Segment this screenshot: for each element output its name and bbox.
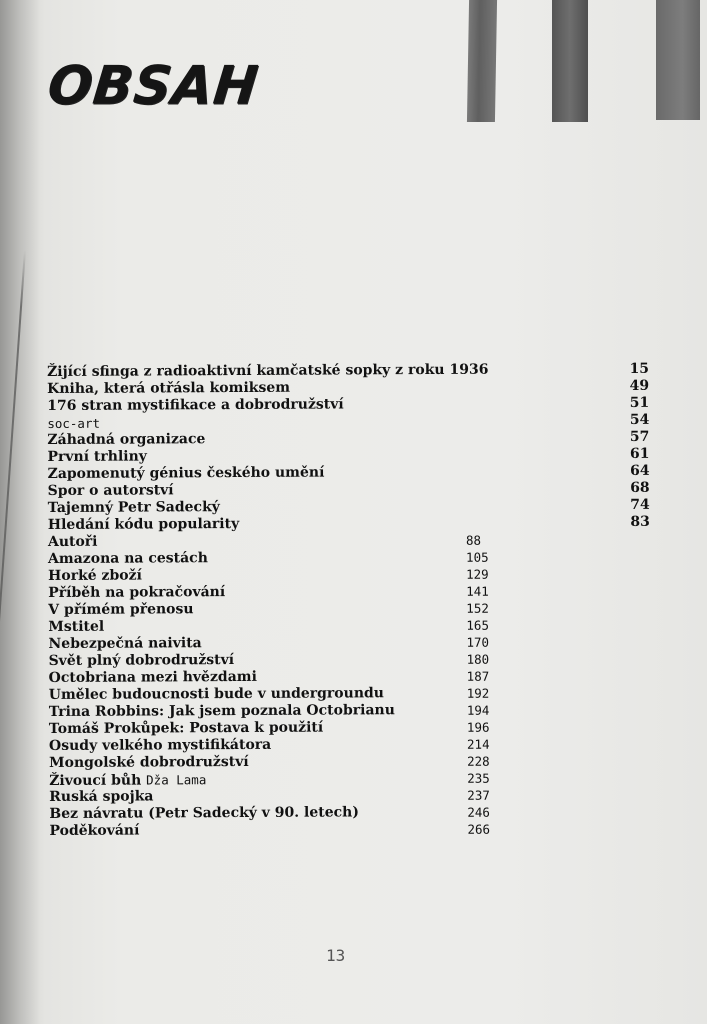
toc-entry-page: 235: [467, 770, 490, 786]
toc-entry-title: Horké zboží: [48, 567, 142, 584]
toc-entry-title: Ruská spojka: [49, 788, 154, 805]
toc-entry-title: Autoři: [47, 533, 98, 550]
toc-entry-page: 105: [465, 549, 489, 565]
toc-entry-page: 15: [629, 360, 650, 377]
toc-entry-page: 51: [629, 394, 650, 411]
table-of-contents: [47, 361, 669, 840]
toc-entry-title: soc-art: [47, 415, 101, 431]
toc-entry-title: V přímém přenosu: [48, 601, 194, 618]
toc-entry-page: 74: [630, 496, 650, 513]
toc-entry-page: 196: [466, 719, 490, 735]
toc-entry-page: 141: [466, 583, 489, 599]
toc-entry-page: 68: [630, 479, 650, 496]
toc-entry-page: 54: [629, 411, 650, 428]
toc-entry-page: 170: [466, 634, 490, 650]
toc-entry-title: Tajemný Petr Sadecký: [47, 499, 220, 516]
toc-entry-title: [49, 771, 206, 790]
toc-entry-title: 176 stran mystifikace a dobrodružství: [47, 396, 344, 414]
toc-entry-page: 152: [466, 600, 489, 616]
toc-entry-title: Mongolské dobrodružství: [49, 753, 249, 771]
toc-entry-title: Spor o autorství: [47, 482, 174, 499]
toc-entry-page: 49: [629, 377, 650, 394]
toc-entry-page: 165: [466, 617, 489, 633]
toc-entry-page: 266: [467, 821, 491, 837]
toc-entry-title: Poděkování: [49, 822, 140, 839]
page-number: 13: [326, 946, 346, 965]
toc-entry-title: Bez návratu (Petr Sadecký v 90. letech): [49, 804, 359, 822]
toc-entry-title: Umělec budoucnosti bude v undergroundu: [48, 685, 384, 703]
toc-entry-title: Tomáš Prokůpek: Postava k použití: [48, 719, 324, 737]
toc-entry-title: Žijící sfinga z radioaktivní kamčatské sopky z roku 1936: [47, 361, 489, 380]
toc-entry-page: 228: [467, 753, 490, 769]
toc-entry-title: Příběh na pokračování: [48, 584, 226, 601]
toc-entry-page: 194: [466, 702, 490, 718]
toc-entry-page: 187: [466, 668, 490, 684]
toc-entry-title: Mstitel: [48, 618, 105, 635]
toc-entry-page: 83: [630, 513, 650, 530]
toc-entry-page: 61: [629, 445, 650, 462]
toc-entry-page: 246: [467, 804, 490, 820]
toc-entry-page: 129: [466, 566, 489, 582]
toc-entry-title: Amazona na cestách: [47, 550, 208, 567]
decorative-bar: [552, 0, 588, 122]
toc-entry-page: 237: [467, 787, 490, 803]
toc-entry-title: Záhadná organizace: [47, 431, 206, 448]
toc-entry-page: 57: [629, 428, 650, 445]
toc-entry-title: Hledání kódu popularity: [47, 515, 240, 533]
toc-entry-title: Trina Robbins: Jak jsem poznala Octobrianu: [48, 702, 395, 720]
page-title: OBSAH: [44, 55, 262, 117]
toc-entry-title: První trhliny: [47, 448, 147, 465]
toc-entry-title: Osudy velkého mystifikátora: [48, 736, 272, 754]
toc-entry-page: 214: [466, 736, 490, 752]
toc-entry-title: Octobriana mezi hvězdami: [48, 668, 257, 686]
toc-entry-title-part: Dža Lama: [146, 772, 207, 788]
toc-entry-title: Nebezpečná naivita: [48, 635, 202, 652]
toc-entry-page: 64: [630, 462, 650, 479]
toc-entry-title: Svět plný dobrodružství: [48, 652, 235, 669]
toc-entry-title: Zapomenutý génius českého umění: [47, 464, 325, 482]
toc-entry: [49, 820, 669, 840]
decorative-bar: [467, 0, 497, 122]
toc-entry-page: 180: [466, 651, 490, 667]
toc-entry-title: Kniha, která otřásla komiksem: [47, 379, 291, 397]
toc-entry-page: 192: [466, 685, 490, 701]
decorative-bar: [656, 0, 700, 120]
toc-entry-page: 88: [465, 532, 482, 548]
toc-entry-title-part: Živoucí bůh: [49, 772, 142, 789]
